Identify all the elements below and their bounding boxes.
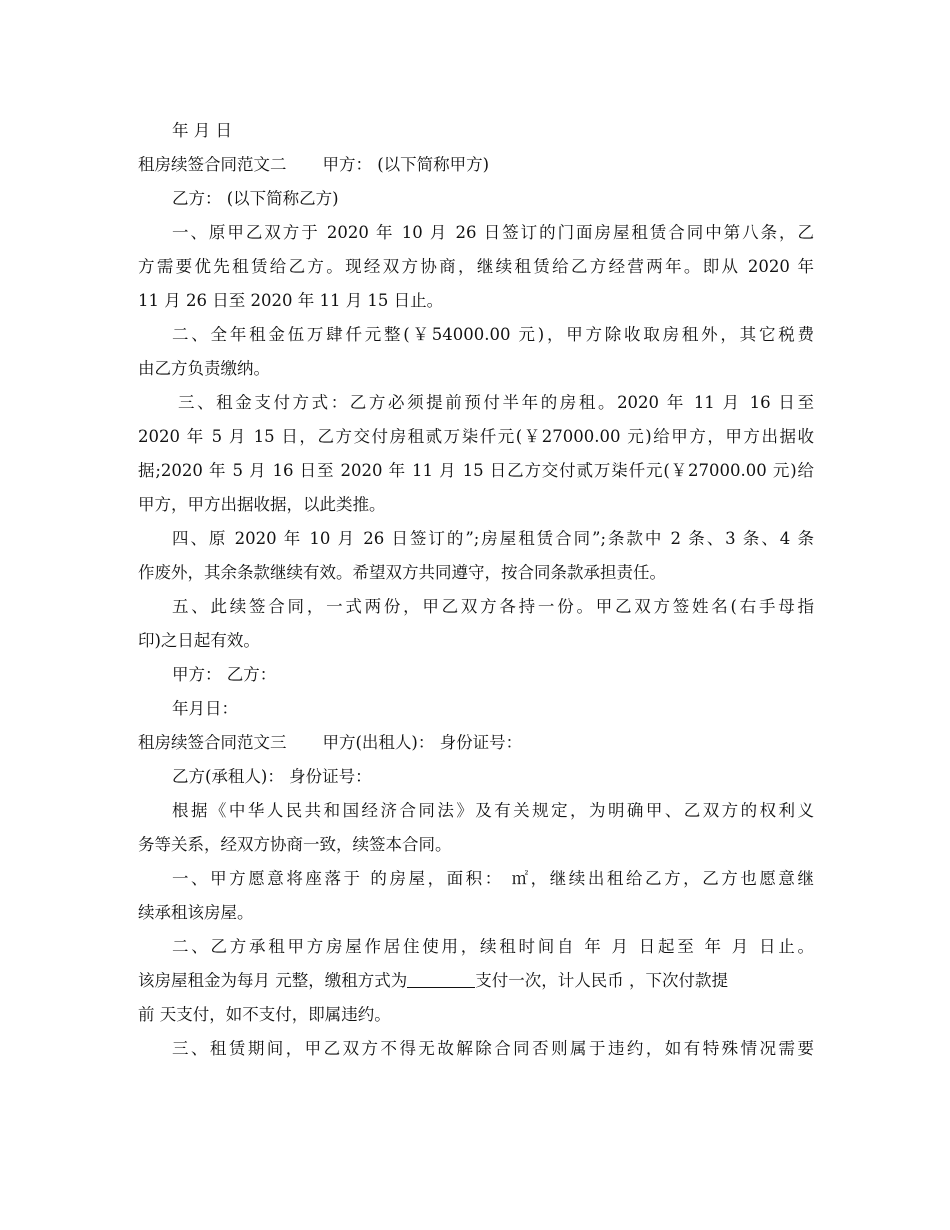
paragraph-line: 11 月 26 日至 2020 年 11 月 15 日止。 bbox=[138, 291, 444, 310]
paragraph-line: 二、乙方承租甲方房屋作居住使用，续租时间自 年 月 日起至 年 月 日止。 bbox=[172, 937, 814, 956]
date-line: 年 月 日 bbox=[172, 121, 232, 140]
paragraph-line: 续承租该房屋。 bbox=[138, 903, 254, 922]
section-heading-2 bbox=[138, 148, 814, 182]
paragraph-line: 方需要优先租赁给乙方。现经双方协商，继续租赁给乙方经营两年。即从 2020 年 bbox=[138, 257, 814, 276]
paragraph-line: 甲方，甲方出据收据，以此类推。 bbox=[138, 495, 386, 514]
paragraph-line: 作废外，其余条款继续有效。希望双方共同遵守，按合同条款承担责任。 bbox=[138, 563, 666, 582]
paragraph-line: 四、原 2020 年 10 月 26 日签订的”;房屋租赁合同”;条款中 2 条、3 条、4 条 bbox=[172, 529, 814, 548]
payment-text: 支付一次，计人民币 ，下次付款提 bbox=[475, 971, 728, 990]
paragraph-line: 前 天支付，如不支付，即属违约。 bbox=[138, 1005, 391, 1024]
section-title: 租房续签合同范文二 bbox=[138, 155, 287, 174]
paragraph-line: 务等关系，经双方协商一致，续签本合同。 bbox=[138, 835, 452, 854]
paragraph-line: 2020 年 5 月 15 日，乙方交付房租贰万柒仟元(￥27000.00 元)给甲方，甲方出据收 bbox=[138, 427, 814, 446]
paragraph-line: 三、租金支付方式：乙方必须提前预付半年的房租。2020 年 11 月 16 日至 bbox=[178, 393, 814, 412]
paragraph-line: 由乙方负责缴纳。 bbox=[138, 359, 270, 378]
party-a-label: 甲方： (以下简称甲方) bbox=[322, 155, 490, 174]
fill-in-blank bbox=[407, 969, 475, 988]
section-title: 租房续签合同范文三 bbox=[138, 733, 287, 752]
section-heading-3 bbox=[138, 726, 814, 760]
paragraph-line: 印)之日起有效。 bbox=[138, 631, 260, 650]
signature-date-line: 年月日： bbox=[172, 699, 238, 718]
paragraph-line: 三、租赁期间，甲乙双方不得无故解除合同否则属于违约，如有特殊情况需要 bbox=[172, 1039, 814, 1058]
paragraph-line: 据;2020 年 5 月 16 日至 2020 年 11 月 15 日乙方交付贰万柒仟元(￥27000.00 元)给 bbox=[138, 461, 814, 480]
paragraph-line: 五、此续签合同，一式两份，甲乙双方各持一份。甲乙双方签姓名(右手母指 bbox=[172, 597, 814, 616]
party-b-label: 乙方： (以下简称乙方) bbox=[172, 189, 339, 208]
paragraph-line: 一、原甲乙双方于 2020 年 10 月 26 日签订的门面房屋租赁合同中第八条，乙 bbox=[172, 223, 814, 242]
signature-line: 甲方： 乙方： bbox=[172, 665, 277, 684]
lessor-label: 甲方(出租人)： 身份证号： bbox=[322, 733, 523, 752]
lessee-label: 乙方(承租人)： 身份证号： bbox=[172, 767, 372, 786]
paragraph-line: 二、全年租金伍万肆仟元整(￥54000.00 元)，甲方除收取房租外，其它税费 bbox=[172, 325, 814, 344]
paragraph-line: 根据《中华人民共和国经济合同法》及有关规定，为明确甲、乙双方的权利义 bbox=[172, 801, 814, 820]
rent-text: 该房屋租金为每月 元整，缴租方式为 bbox=[138, 971, 408, 990]
paragraph-line: 一、甲方愿意将座落于 的房屋，面积： ㎡，继续出租给乙方，乙方也愿意继 bbox=[172, 869, 814, 888]
paragraph-line bbox=[138, 964, 814, 998]
document-page bbox=[138, 114, 814, 1066]
